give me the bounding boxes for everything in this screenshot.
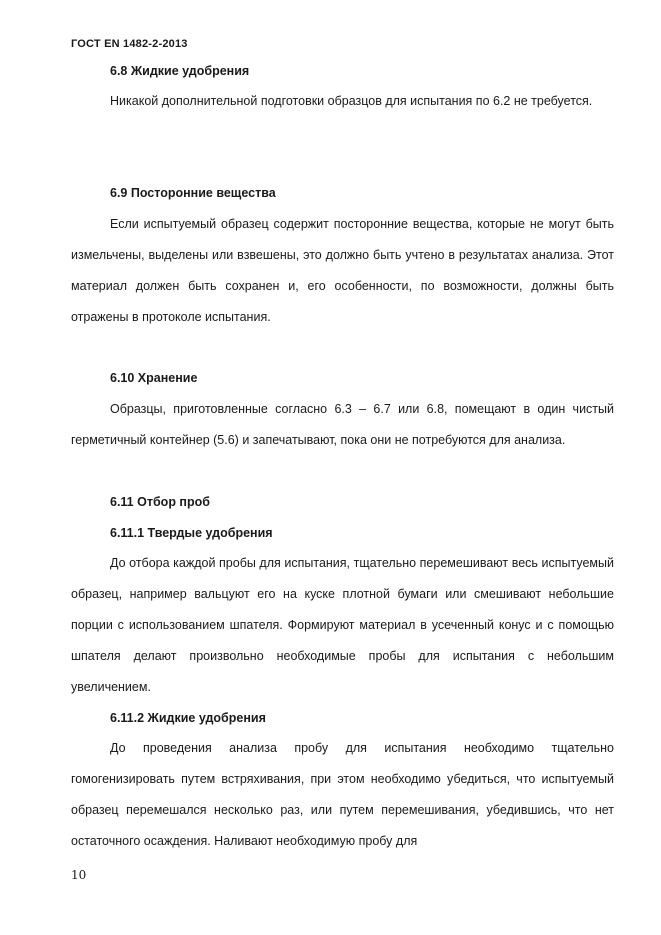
heading-6-8: 6.8 Жидкие удобрения <box>110 64 250 78</box>
paragraph-6-9: Если испытуемый образец содержит посторонние вещества, которые не могут быть измельчены, выделены или взвешены, это должно быть учтено в результатах анализа. Этот материал должен быть сохранен и, его особенности, по возможности, должны быть отражены в протоколе испытания. <box>71 217 614 324</box>
paragraph-6-11-1: До отбора каждой пробы для испытания, тщательно перемешивают весь испытуемый образец, например вальцуют его на куске плотной бумаги или смешивают небольшие порции с использованием шпателя. Формируют материал в усеченный конус и с помощью шпателя делают произвольно необходимые пробы для испытания с небольшим увеличением. <box>71 556 614 694</box>
page-number: 10 <box>71 868 87 882</box>
heading-6-9: 6.9 Посторонние вещества <box>110 186 276 200</box>
heading-6-11: 6.11 Отбор проб <box>110 495 210 509</box>
paragraph-6-8: Никакой дополнительной подготовки образцов для испытания по 6.2 не требуется. <box>110 94 593 108</box>
heading-6-11-1: 6.11.1 Твердые удобрения <box>110 526 273 540</box>
heading-6-10: 6.10 Хранение <box>110 371 198 385</box>
heading-6-11-2: 6.11.2 Жидкие удобрения <box>110 711 266 725</box>
document-code: ГОСТ EN 1482-2-2013 <box>71 38 188 50</box>
paragraph-6-10: Образцы, приготовленные согласно 6.3 – 6.7 или 6.8, помещают в один чистый герметичный контейнер (5.6) и запечатывают, пока они не потребуются для анализа. <box>71 402 614 447</box>
paragraph-6-11-2: До проведения анализа пробу для испытания необходимо тщательно гомогенизировать путем встряхивания, при этом необходимо убедиться, что испытуемый образец перемешался несколько раз, или путем перемешивания, убедившись, что нет остаточного осаждения. Наливают необходимую пробу для <box>71 741 614 848</box>
